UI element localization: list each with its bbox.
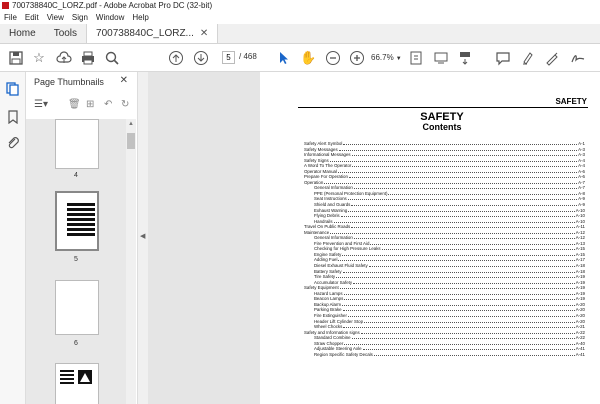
highlight-pen-icon[interactable] [520,50,536,66]
toc-leader-dots [342,302,575,306]
close-icon[interactable]: ✕ [119,75,128,86]
thumbnail-list [26,119,126,404]
toc-entry-page: A-13 [575,240,585,246]
scroll-thumb[interactable] [127,133,135,149]
page-label-4: 4 [74,172,78,179]
toc-entry-page: A-3 [578,146,585,152]
tab-home[interactable]: Home [9,28,36,39]
toc-leader-dots [352,152,578,156]
toc-leader-dots [388,191,577,195]
menu-help[interactable]: Help [132,13,149,22]
panel-splitter[interactable] [138,72,148,404]
document-page [260,72,600,404]
window-title: 700738840C_LORZ.pdf - Adobe Acrobat Pro DC (32-bit) [12,1,213,10]
menu-window[interactable]: Window [95,13,125,22]
tab-document[interactable] [86,24,218,43]
toc-entry-label: Seat Instructions [314,196,347,202]
insert-pages-icon[interactable]: ⊞ [86,99,95,110]
toc-entry-page: A-19 [575,285,585,291]
toc-entry-page: A-20 [575,318,585,324]
save-icon[interactable] [8,50,24,66]
toc-entry-label: Parking Brake [314,307,342,313]
delete-icon[interactable]: 🗑 [68,99,81,110]
toc-entry-page: A-10 [575,207,585,213]
toc-entry-page: A-8 [578,190,585,196]
toc-entry-page: A-20 [575,312,585,318]
panel-toolbar [32,99,136,113]
toc-entry-page: A-1 [578,141,585,146]
attachment-icon[interactable] [6,136,20,150]
toc-entry-label: Fire Prevention and First Aid [314,240,370,246]
thumbnail-options-icon[interactable]: ☰▾ [34,99,48,110]
hand-tool-icon[interactable]: ✋ [300,50,317,65]
toc-entry-page: A-19 [575,296,585,302]
toc-entry-label: Informational Messages [304,152,351,158]
toc-entry-label: Region Specific Safety Decals [314,351,373,357]
toc-leader-dots [351,202,577,206]
zoom-value: 66.7% [371,53,394,62]
draw-icon[interactable] [544,50,560,66]
toc-entry-label: Wheel Chocks [314,324,343,330]
toc-entry-label: Adjustable Steering Axle [314,346,362,352]
toc-entry[interactable] [304,352,585,358]
search-icon[interactable] [104,50,120,66]
zoom-out-icon[interactable] [325,50,341,66]
toc-leader-dots [364,319,575,323]
toc-entry-label: Exhaust Warning [314,207,348,213]
toc-entry-page: A-7 [578,185,585,191]
toc-leader-dots [344,291,575,295]
toc-leader-dots [344,296,574,300]
page-label-5: 5 [74,256,78,263]
section-header: SAFETY [555,97,587,106]
toc-entry-page: A-22 [575,335,585,341]
toc-leader-dots [338,257,574,261]
toc-entry-label: Travel On Public Roads [304,224,351,230]
page-label-6: 6 [74,340,78,347]
toc-leader-dots [338,169,577,173]
toc-entry-label: Header Lift Cylinder Stop [314,318,364,324]
toc-entry-label: Safety Messages [304,146,338,152]
toc-leader-dots [354,185,577,189]
toc-leader-dots [342,252,574,256]
tab-bar [0,24,600,44]
title-bar [0,0,600,11]
undo-icon[interactable]: ↶ [104,99,113,110]
toc-leader-dots [324,180,577,184]
toc-entry-page: A-4 [578,157,585,163]
toc-leader-dots [353,280,575,284]
toc-entry-label: Operation [304,179,324,185]
toc-entry-label: Tire Safety [314,274,336,280]
toc-entry-label: Accumulator Safety [314,279,353,285]
toc-entry-page: A-15 [575,251,585,257]
toc-entry-page: A-18 [575,268,585,274]
toc-entry-label: Straw Chopper [314,340,344,346]
comment-icon[interactable] [495,50,511,66]
toc-entry-page: A-41 [575,351,585,357]
rotate-icon[interactable]: ↻ [121,99,130,110]
toc-entry-label: A Word To The Operator [304,163,352,169]
acrobat-icon [2,2,9,9]
toc-entry-page: A-9 [578,202,585,208]
collapse-panel-icon[interactable]: ◀ [140,233,146,240]
close-icon[interactable]: ✕ [199,27,209,39]
toc-leader-dots [351,224,575,228]
bookmark-icon[interactable] [6,110,20,124]
thumbnail-preview [57,193,97,249]
toc-entry-label: General Information [314,235,353,241]
toc-entry-page: A-41 [575,346,585,352]
page-thumbnails-panel [26,72,138,404]
document-canvas [148,72,260,404]
page-thumbnail-4[interactable] [55,119,99,169]
previous-page-icon[interactable] [168,50,184,66]
toc-entry-label: Engine Safety [314,251,342,257]
menu-sign[interactable]: Sign [71,13,88,22]
thumbnail-preview [56,364,96,404]
toc-leader-dots [382,246,575,250]
toc-entry-label: Battery Safety [314,268,342,274]
toc-entry-page: A-19 [575,274,585,280]
next-page-icon[interactable] [193,50,209,66]
tab-tools[interactable]: Tools [53,28,78,39]
toc-entry-page: A-22 [575,329,585,335]
menu-bar [0,11,600,24]
toc-entry-label: Standard Combine [314,335,351,341]
toc-entry-label: Safety Alert Symbol [304,141,343,146]
page-display-icon[interactable] [433,50,449,66]
toc-leader-dots [348,196,577,200]
toc-entry-label: Hazard Lamps [314,290,343,296]
upload-cloud-icon[interactable] [56,50,72,66]
toc-entry-label: PPE (Personal Protection Equipment) [314,190,388,196]
zoom-select[interactable] [371,51,402,64]
page-thumbnail-7[interactable] [55,363,99,404]
toc-leader-dots [344,341,574,345]
toc-entry-page: A-10 [575,218,585,224]
toc-entry-label: Safety Equipment [304,285,339,291]
toc-entry-page: A-19 [575,279,585,285]
toc-leader-dots [340,285,575,289]
toc-leader-dots [343,324,574,328]
toc-entry-label: Maintenance [304,229,330,235]
menu-edit[interactable]: Edit [24,13,39,22]
toc-leader-dots [349,174,577,178]
thumbnail-scrollbar[interactable] [126,119,136,404]
toc-entry-page: A-10 [575,213,585,219]
toc-entry-page: A-17 [575,257,585,263]
toolbar [0,44,600,72]
chevron-down-icon: ▼ [395,56,402,62]
toc-leader-dots [348,313,575,317]
toc-entry-page: A-20 [575,307,585,313]
toc-entry-page: A-12 [575,235,585,241]
select-cursor-icon[interactable] [276,50,292,66]
toc-entry-page: A-20 [575,301,585,307]
toc-leader-dots [363,346,575,350]
bookmark-star-icon[interactable]: ☆ [33,50,45,65]
toc-entry-page: A-21 [575,324,585,330]
page-thumbnail-5[interactable] [55,191,99,251]
toc-leader-dots [341,213,575,217]
toc-entry-page: A-6 [578,168,585,174]
toc-entry-page: A-19 [575,290,585,296]
toc-leader-dots [361,330,575,334]
toc-leader-dots [374,352,575,356]
toc-entry-page: A-6 [578,174,585,180]
toc-leader-dots [343,269,575,273]
table-of-contents [304,141,585,357]
toc-entry-label: General Information [314,185,353,191]
toc-entry-page: A-18 [575,263,585,269]
toc-leader-dots [352,335,575,339]
page-thumbnails-icon[interactable] [6,82,20,96]
toc-entry-label: Diesel Exhaust Fluid Safety [314,263,368,269]
toc-entry-label: Flying Debris [314,213,340,219]
page-number-input[interactable]: 5 [222,51,235,64]
toc-entry-label: Fire Extinguisher [314,312,347,318]
toc-leader-dots [370,241,574,245]
toc-leader-dots [343,307,575,311]
toc-entry-label: Shield and Guards [314,202,351,208]
toc-entry-label: Handrails [314,218,333,224]
toc-leader-dots [369,263,575,267]
toc-entry-label: Prepare For Operation [304,174,348,180]
toc-entry-label: Beacon Lamps [314,296,344,302]
menu-view[interactable]: View [46,13,64,22]
toc-entry-page: A-9 [578,196,585,202]
toc-leader-dots [330,230,575,234]
toc-leader-dots [352,163,577,167]
page-title: SAFETY [420,111,464,123]
panel-title: Page Thumbnails [34,77,104,87]
toc-leader-dots [339,147,577,151]
scroll-up-icon[interactable]: ▲ [128,121,134,127]
page-thumbnail-6[interactable] [55,280,99,335]
toc-entry-page: A-12 [575,229,585,235]
toc-entry-label: Backup Alarm [314,301,342,307]
toc-entry-page: A-7 [578,179,585,185]
toc-entry-page: A-40 [575,340,585,346]
toc-entry-label: Checking for High Pressure Leaks [314,246,381,252]
toc-leader-dots [330,158,578,162]
fit-page-icon[interactable] [408,50,424,66]
page-subtitle: Contents [422,122,462,132]
print-icon[interactable] [80,50,96,66]
toc-entry-label: Safety Signs [304,157,329,163]
scroll-mode-icon[interactable] [457,50,473,66]
toc-entry-label: Safety and Information signs [304,329,360,335]
tab-document-label: 700738840C_LORZ... [96,27,194,39]
toc-entry-label: Adding Fuel [314,257,338,263]
toc-leader-dots [336,274,575,278]
page-total: / 468 [239,52,257,61]
sign-icon[interactable] [570,50,586,66]
toc-leader-dots [334,219,575,223]
header-rule [298,107,588,108]
toc-entry-page: A-15 [575,246,585,252]
toc-entry-page: A-11 [576,224,585,230]
toc-entry-page: A-4 [578,163,585,169]
toc-leader-dots [354,235,575,239]
toc-entry-page: A-3 [578,152,585,158]
zoom-in-icon[interactable] [349,50,365,66]
toc-leader-dots [343,141,577,145]
toc-leader-dots [348,208,574,212]
toc-entry-label: Operator Manual [304,168,337,174]
menu-file[interactable]: File [4,13,17,22]
navigation-rail [0,72,26,404]
